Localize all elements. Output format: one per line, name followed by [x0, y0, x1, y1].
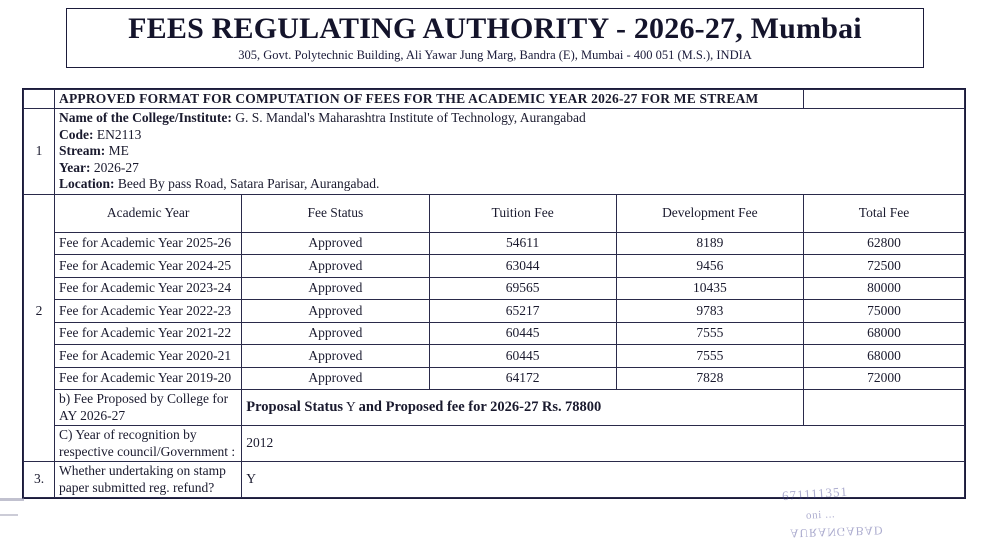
table-row	[24, 300, 965, 323]
doc-table	[23, 89, 965, 498]
proposal-status-value: Y	[345, 398, 356, 414]
row-total: 72000	[804, 367, 965, 390]
stream-label: Stream:	[59, 143, 106, 159]
undertaking-row	[24, 462, 965, 498]
institute-name-line	[59, 110, 960, 126]
row-status: Approved	[242, 367, 429, 390]
proposal-blank-cell	[804, 390, 965, 426]
row-total: 62800	[804, 232, 965, 255]
row-year: Fee for Academic Year 2024-25	[55, 255, 242, 278]
sr-blank-r2	[24, 255, 55, 278]
stream-value: ME	[108, 143, 129, 159]
row-tuition: 60445	[429, 345, 616, 368]
sr-no-1: 1	[24, 109, 55, 194]
col-header-development-fee: Development Fee	[616, 194, 803, 232]
sr-blank-r7	[24, 367, 55, 390]
proposal-fee-text: and Proposed fee for 2026-27	[358, 398, 539, 415]
proposal-status-cell	[242, 390, 804, 426]
institute-info-row	[24, 109, 965, 194]
undertaking-value: Y	[242, 462, 965, 498]
row-year: Fee for Academic Year 2023-24	[55, 277, 242, 300]
proposal-amount-label: Rs.	[541, 398, 562, 415]
row-status: Approved	[242, 322, 429, 345]
institute-year-line	[59, 160, 960, 176]
scan-stamp-mark-1: 671111351	[781, 483, 849, 504]
table-row	[24, 255, 965, 278]
year-label: Year:	[59, 159, 91, 175]
table-row	[24, 322, 965, 345]
row-year: Fee for Academic Year 2020-21	[55, 345, 242, 368]
row-total: 68000	[804, 345, 965, 368]
row-year: Fee for Academic Year 2025-26	[55, 232, 242, 255]
authority-address: 305, Govt. Polytechnic Building, Ali Yawar Jung Marg, Bandra (E), Mumbai - 400 051 (M.S.), INDIA	[238, 47, 752, 62]
code-label: Code:	[59, 126, 94, 142]
document-header	[66, 8, 924, 68]
recognition-label: C) Year of recognition by respective council/Government :	[55, 426, 242, 462]
authority-title: FEES REGULATING AUTHORITY - 2026-27, Mumbai	[128, 12, 862, 45]
row-tuition: 54611	[429, 232, 616, 255]
sr-blank-prop	[24, 390, 55, 426]
proposed-fee-row	[24, 390, 965, 426]
row-tuition: 63044	[429, 255, 616, 278]
row-total: 75000	[804, 300, 965, 323]
recognition-value: 2012	[242, 426, 965, 462]
sr-blank-recog	[24, 426, 55, 462]
institute-details	[55, 109, 965, 194]
table-row	[24, 277, 965, 300]
row-tuition: 64172	[429, 367, 616, 390]
row-total: 80000	[804, 277, 965, 300]
sr-blank-header	[24, 194, 55, 232]
col-header-tuition-fee: Tuition Fee	[429, 194, 616, 232]
format-title: APPROVED FORMAT FOR COMPUTATION OF FEES FOR THE ACADEMIC YEAR 2026-27 FOR ME STREAM	[55, 90, 804, 109]
scan-edge-artifact-1	[0, 498, 24, 501]
table-row	[24, 367, 965, 390]
row-development: 7555	[616, 345, 803, 368]
table-title-row	[24, 90, 965, 109]
sr-blank-title	[24, 90, 55, 109]
row-year: Fee for Academic Year 2019-20	[55, 367, 242, 390]
table-row	[24, 345, 965, 368]
row-status: Approved	[242, 232, 429, 255]
row-status: Approved	[242, 345, 429, 368]
institute-location-line	[59, 176, 960, 192]
undertaking-label: Whether undertaking on stamp paper submitted reg. refund?	[55, 462, 242, 498]
code-value: EN2113	[96, 126, 142, 142]
sr-blank-r1	[24, 232, 55, 255]
row-development: 7828	[616, 367, 803, 390]
row-tuition: 60445	[429, 322, 616, 345]
sr-blank-r6	[24, 345, 55, 368]
recognition-row	[24, 426, 965, 462]
title-blank-cell	[804, 90, 965, 109]
sr-no-2: 2	[24, 300, 55, 323]
institute-stream-line	[59, 143, 960, 159]
col-header-academic-year: Academic Year	[55, 194, 242, 232]
scan-stamp-mark-2: oni ...	[805, 508, 836, 522]
row-total: 68000	[804, 322, 965, 345]
fee-computation-table	[22, 88, 966, 499]
institute-code-line	[59, 127, 960, 143]
col-header-total-fee: Total Fee	[804, 194, 965, 232]
sr-blank-r5	[24, 322, 55, 345]
col-header-fee-status: Fee Status	[242, 194, 429, 232]
institute-name-value: G. S. Mandal's Maharashtra Institute of Technology, Aurangabad	[235, 110, 586, 126]
row-development: 10435	[616, 277, 803, 300]
row-year: Fee for Academic Year 2022-23	[55, 300, 242, 323]
scan-stamp-mark-3: AURANGABAD	[789, 523, 884, 541]
row-total: 72500	[804, 255, 965, 278]
row-status: Approved	[242, 255, 429, 278]
row-development: 8189	[616, 232, 803, 255]
row-development: 7555	[616, 322, 803, 345]
fee-table-header-row	[24, 194, 965, 232]
year-value: 2026-27	[93, 159, 139, 175]
sr-blank-r3	[24, 277, 55, 300]
row-year: Fee for Academic Year 2021-22	[55, 322, 242, 345]
row-status: Approved	[242, 300, 429, 323]
sr-no-3: 3.	[24, 462, 55, 498]
scan-edge-artifact-2	[0, 514, 18, 516]
location-label: Location:	[59, 176, 115, 192]
row-tuition: 69565	[429, 277, 616, 300]
table-row	[24, 232, 965, 255]
institute-name-label: Name of the College/Institute:	[59, 110, 232, 126]
row-development: 9783	[616, 300, 803, 323]
proposed-fee-label: b) Fee Proposed by College for AY 2026-27	[55, 390, 242, 426]
location-value: Beed By pass Road, Satara Parisar, Aurangabad.	[117, 176, 380, 192]
row-status: Approved	[242, 277, 429, 300]
proposal-amount-value: 78800	[564, 398, 602, 415]
row-tuition: 65217	[429, 300, 616, 323]
row-development: 9456	[616, 255, 803, 278]
proposal-status-prefix: Proposal Status	[246, 398, 344, 415]
